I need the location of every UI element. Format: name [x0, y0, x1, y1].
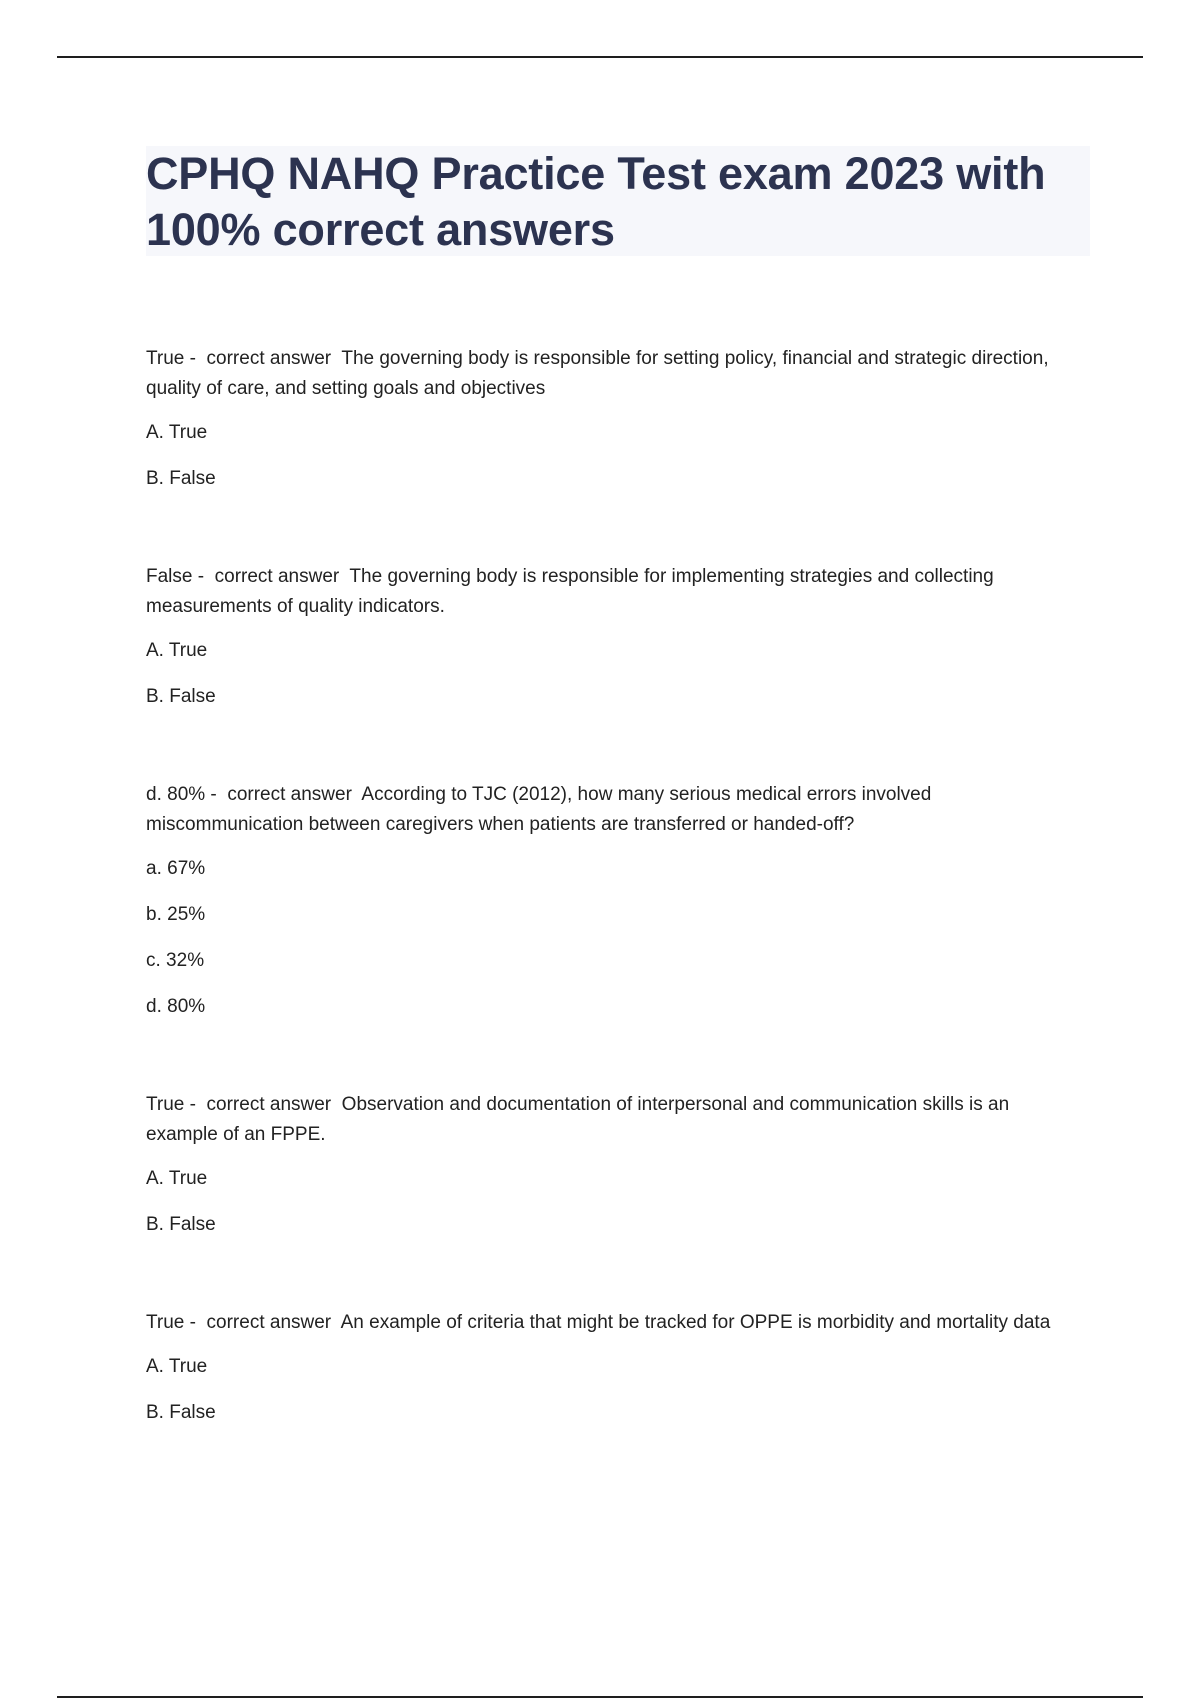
- question-block-2: [146, 562, 1086, 712]
- answer-option: B. False: [146, 468, 216, 489]
- answer-option: a. 67%: [146, 858, 206, 879]
- question-block-5: [146, 1308, 1086, 1428]
- question-block-1: [146, 344, 1086, 494]
- question-text: False - correct answer The governing body is responsible for implementing strategies and collecting measurements of quality indicators.: [146, 566, 999, 617]
- answer-option: A. True: [146, 422, 208, 443]
- answer-option: B. False: [146, 1402, 216, 1423]
- answer-option: c. 32%: [146, 950, 205, 971]
- answer-option: B. False: [146, 686, 216, 707]
- question-block-4: [146, 1090, 1086, 1240]
- answer-option: A. True: [146, 1168, 208, 1189]
- question-text: True - correct answer Observation and documentation of interpersonal and communication skills is an example of an FPPE.: [146, 1094, 1015, 1145]
- bottom-divider: [57, 1696, 1143, 1698]
- top-divider: [57, 56, 1143, 58]
- answer-option: b. 25%: [146, 904, 206, 925]
- question-text: True - correct answer The governing body is responsible for setting policy, financial and strategic direction, quality of care, and setting goals and objectives: [146, 348, 1054, 399]
- document-title: CPHQ NAHQ Practice Test exam 2023 with 100% correct answers: [146, 148, 1046, 255]
- title-banner: [146, 146, 1090, 256]
- question-list: [146, 344, 1086, 1496]
- answer-option: d. 80%: [146, 996, 206, 1017]
- question-block-3: [146, 780, 1086, 1022]
- answer-option: A. True: [146, 640, 208, 661]
- answer-option: B. False: [146, 1214, 216, 1235]
- question-text: True - correct answer An example of criteria that might be tracked for OPPE is morbidity and mortality data: [146, 1312, 1051, 1333]
- question-text: d. 80% - correct answer According to TJC (2012), how many serious medical errors involved miscommunication between caregivers when patients are transferred or handed-off?: [146, 784, 937, 835]
- answer-option: A. True: [146, 1356, 208, 1377]
